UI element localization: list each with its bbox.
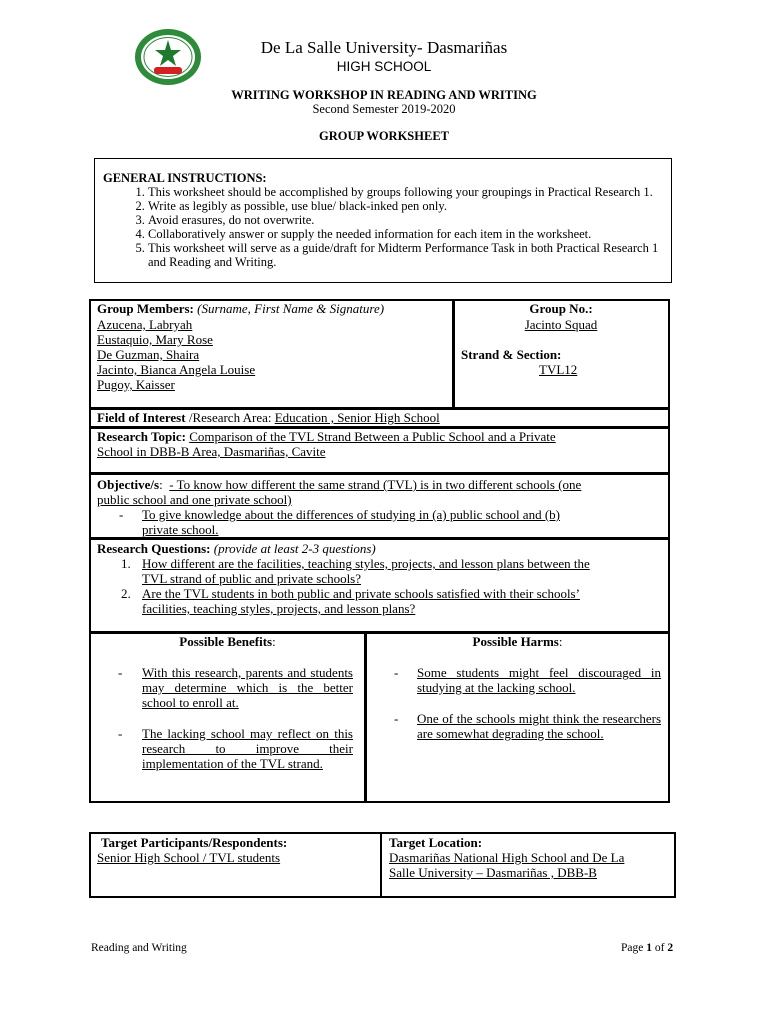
- instruction-item: 1. This worksheet should be accomplished by groups following your groupings in Practical Research 1.: [148, 185, 668, 199]
- objective-line: public school and one private school): [97, 492, 292, 507]
- instruction-item: 2. Write as legibly as possible, use blue/ black-inked pen only.: [148, 199, 668, 213]
- benefit-item: The lacking school may reflect on this research to improve their implementation of the TVL strand.: [142, 726, 353, 771]
- bullet-dash: -: [118, 665, 123, 680]
- members-hint: (Surname, First Name & Signature): [197, 301, 385, 316]
- member-name: Pugoy, Kaisser: [97, 377, 175, 392]
- instruction-item: 3. Avoid erasures, do not overwrite.: [148, 213, 668, 227]
- field-of-interest: Field of Interest /Research Area: Education , Senior High School: [97, 410, 440, 425]
- semester: Second Semester 2019-2020: [312, 102, 456, 116]
- member-name: Azucena, Labryah: [97, 317, 193, 332]
- benefits-box: [89, 632, 366, 803]
- research-topic-line2: School in DBB-B Area, Dasmariñas, Cavite: [97, 444, 326, 459]
- location-label: Target Location:: [389, 835, 483, 850]
- group-divider: [452, 299, 455, 409]
- benefit-item: With this research, parents and students may determine which is the better school to enroll at.: [142, 665, 353, 710]
- harms-title: Possible Harms:: [472, 634, 563, 649]
- members-label: Group Members:: [97, 301, 194, 316]
- member-name: Jacinto, Bianca Angela Louise: [97, 362, 256, 377]
- bullet-dash: -: [119, 507, 124, 522]
- harm-item: One of the schools might think the researchers are somewhat degrading the school.: [417, 711, 661, 741]
- document-title: GROUP WORKSHEET: [318, 129, 449, 143]
- questions-label-line: Research Questions: (provide at least 2-3 questions): [97, 541, 376, 556]
- question-text: How different are the facilities, teaching styles, projects, and lesson plans between the: [142, 556, 590, 571]
- members-label-line: [97, 301, 384, 316]
- university-name: De La Salle University- Dasmariñas: [260, 38, 508, 57]
- participants-value: Senior High School / TVL students: [97, 850, 281, 865]
- general-instructions-box: [94, 158, 672, 283]
- location-value: Dasmariñas National High School and De La: [389, 850, 625, 865]
- benefits-title: Possible Benefits:: [179, 634, 276, 649]
- instructions-list: [128, 185, 668, 269]
- member-name: Eustaquio, Mary Rose: [97, 332, 213, 347]
- question-text: Are the TVL students in both public and private schools satisfied with their schools’: [142, 586, 580, 601]
- course-title: WRITING WORKSHOP IN READING AND WRITING: [231, 88, 537, 102]
- instructions-title: GENERAL INSTRUCTIONS:: [103, 171, 267, 185]
- bullet-dash: -: [118, 726, 123, 741]
- research-topic: Research Topic: Comparison of the TVL Strand Between a Public School and a Private: [97, 429, 556, 444]
- instruction-item: 4. Collaboratively answer or supply the needed information for each item in the worksheet.: [148, 227, 668, 241]
- bullet-dash: -: [394, 665, 399, 680]
- footer-course: Reading and Writing: [91, 942, 187, 954]
- university-seal-logo: [134, 28, 202, 86]
- group-no-label: Group No.:: [529, 301, 593, 316]
- objective-line: Objective/s: - To know how different the same strand (TVL) is in two different schools (one: [97, 477, 582, 492]
- strand-label: Strand & Section:: [461, 347, 562, 362]
- objective-line: To give knowledge about the differences of studying in (a) public school and (b): [142, 507, 560, 522]
- harm-item: Some students might feel discouraged in studying at the lacking school.: [417, 665, 661, 695]
- instruction-item: 5. This worksheet will serve as a guide/draft for Midterm Performance Task in both Practical Research 1 and Reading and Writing.: [148, 241, 668, 269]
- bullet-dash: -: [394, 711, 399, 726]
- objective-line: private school.: [142, 522, 219, 537]
- participants-label: Target Participants/Respondents:: [101, 835, 288, 850]
- question-text: TVL strand of public and private schools?: [142, 571, 362, 586]
- member-name: De Guzman, Shaira: [97, 347, 200, 362]
- strand-value: TVL12: [539, 362, 578, 377]
- question-text: facilities, teaching styles, projects, and lesson plans?: [142, 601, 416, 616]
- group-no-value: Jacinto Squad: [524, 317, 598, 332]
- footer-page: Page 1 of 2: [621, 942, 674, 954]
- question-number: 2.: [121, 586, 131, 601]
- location-value: Salle University – Dasmariñas , DBB-B: [389, 865, 597, 880]
- question-number: 1.: [121, 556, 131, 571]
- school-name: HIGH SCHOOL: [336, 59, 432, 74]
